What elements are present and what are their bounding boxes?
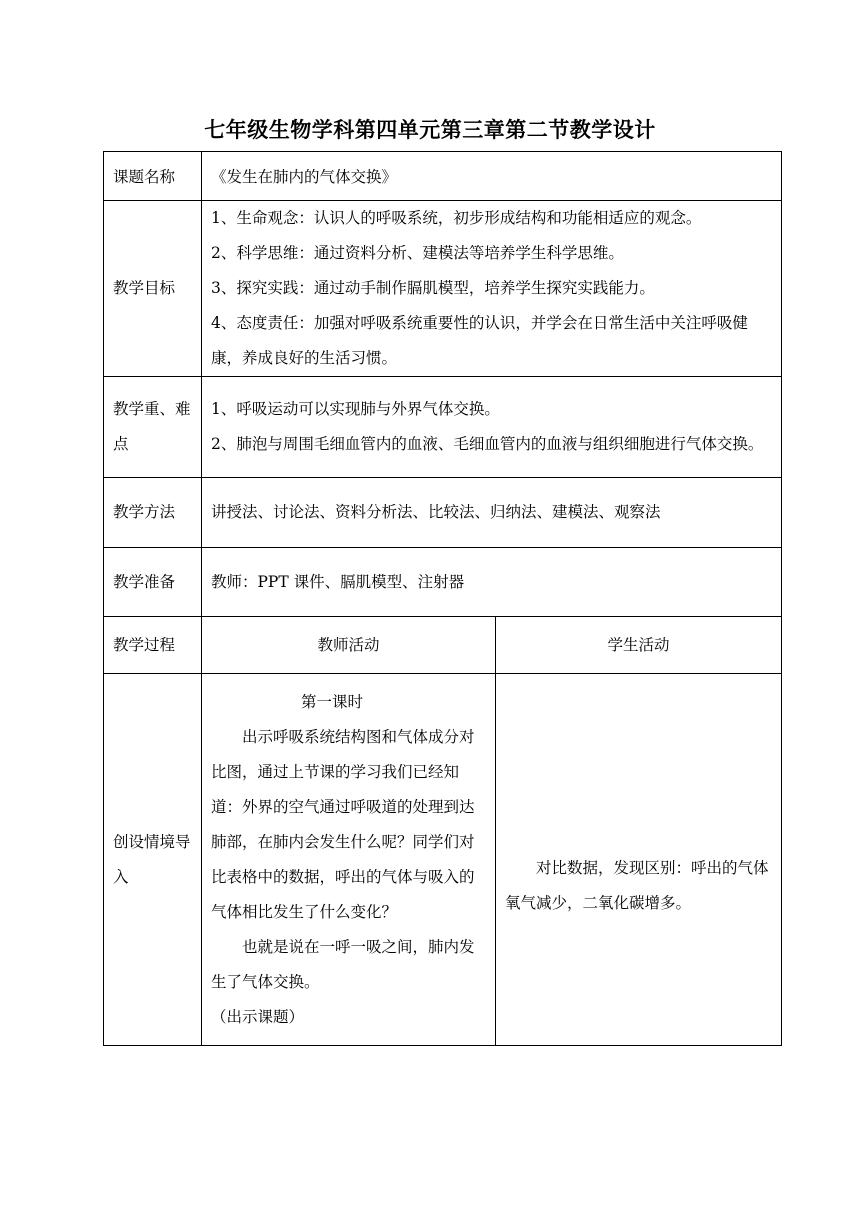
row-topic xyxy=(104,152,782,201)
methods-value: 讲授法、讨论法、资料分析法、比较法、归纳法、建模法、观察法 xyxy=(202,478,782,548)
row-preparation xyxy=(104,548,782,617)
topic-label: 课题名称 xyxy=(104,152,202,201)
preparation-label: 教学准备 xyxy=(104,548,202,617)
document-title: 七年级生物学科第四单元第三章第二节教学设计 xyxy=(204,118,656,142)
intro-student-content xyxy=(496,674,782,1046)
process-label: 教学过程 xyxy=(104,617,202,674)
topic-value: 《发生在肺内的气体交换》 xyxy=(202,152,782,201)
row-key-points xyxy=(104,377,782,478)
row-process-header xyxy=(104,617,782,674)
preparation-value: 教师：PPT 课件、膈肌模型、注射器 xyxy=(202,548,782,617)
student-paragraph: 对比数据，发现区别：呼出的气体氧气减少，二氧化碳增多。 xyxy=(505,859,769,912)
teacher-paragraph: 也就是说在一呼一吸之间，肺内发生了气体交换。 xyxy=(211,937,475,991)
row-methods xyxy=(104,478,782,548)
key-points-label: 教学重、难点 xyxy=(104,377,202,478)
teacher-paragraph: （出示课题） xyxy=(211,1007,305,1026)
intro-label: 创设情境导入 xyxy=(104,674,202,1046)
goals-label: 教学目标 xyxy=(104,201,202,377)
key-points-content xyxy=(202,377,782,478)
goal-item: 2、科学思维：通过资料分析、建模法等培养学生科学思维。 xyxy=(211,244,624,262)
session-label: 第一课时 xyxy=(301,692,364,711)
key-point-item: 1、呼吸运动可以实现肺与外界气体交换。 xyxy=(211,400,500,418)
intro-teacher-content xyxy=(202,674,496,1046)
goals-content xyxy=(202,201,782,377)
teacher-paragraph: 出示呼吸系统结构图和气体成分对比图，通过上节课的学习我们已经知道：外界的空气通过呼吸道的处理到达肺部，在肺内会发生什么呢？同学们对比表格中的数据，呼出的气体与吸入的气体相比发生了什么变化？ xyxy=(211,727,475,921)
goal-item: 4、态度责任：加强对呼吸系统重要性的认识，并学会在日常生活中关注呼吸健康，养成良好的生活习惯。 xyxy=(211,314,748,367)
methods-label: 教学方法 xyxy=(104,478,202,548)
row-goals xyxy=(104,201,782,377)
row-intro xyxy=(104,674,782,1046)
goal-item: 3、探究实践：通过动手制作膈肌模型，培养学生探究实践能力。 xyxy=(211,279,655,297)
lesson-plan-table xyxy=(103,151,782,1046)
goal-item: 1、生命观念：认识人的呼吸系统，初步形成结构和功能相适应的观念。 xyxy=(211,209,702,227)
student-activity-header: 学生活动 xyxy=(496,617,782,674)
teacher-activity-header: 教师活动 xyxy=(202,617,496,674)
key-point-item: 2、肺泡与周围毛细血管内的血液、毛细血管内的血液与组织细胞进行气体交换。 xyxy=(211,435,764,453)
